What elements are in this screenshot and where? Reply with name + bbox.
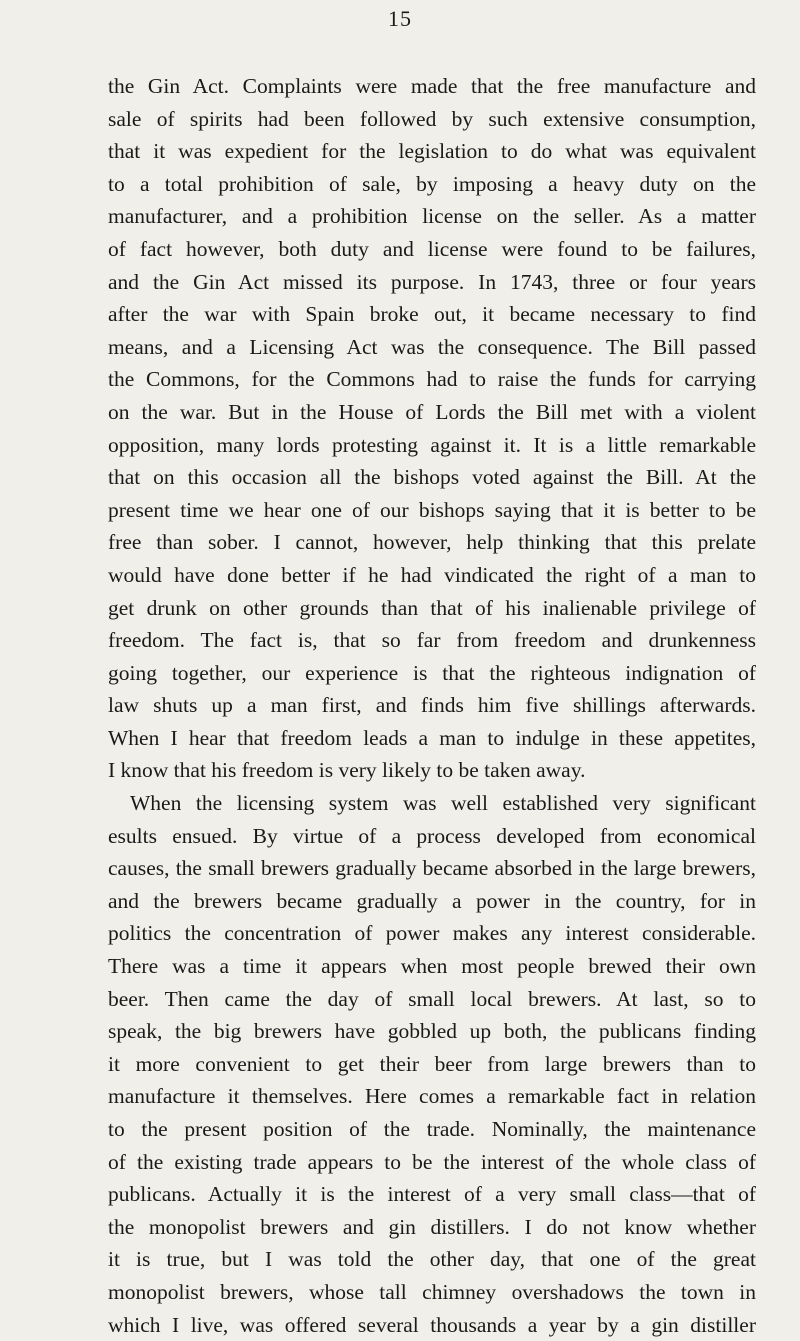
text-line: monopolist brewers, whose tall chimney overshadows the town in xyxy=(108,1279,756,1304)
text-line: There was a time it appears when most people brewed their own xyxy=(108,954,756,979)
text-line: sale of spirits had been followed by such extensive consumption, xyxy=(108,106,756,131)
text-line: I know that his freedom is very likely to be taken away. xyxy=(108,758,586,783)
text-line: When the licensing system was well established very significant xyxy=(130,791,756,816)
text-line: of the existing trade appears to be the interest of the whole class of xyxy=(108,1149,756,1174)
text-line: on the war. But in the House of Lords the Bill met with a violent xyxy=(108,399,756,424)
text-line: which I live, was offered several thousands a year by a gin distiller xyxy=(108,1312,756,1337)
text-line: the Gin Act. Complaints were made that the free manufacture and xyxy=(108,74,756,98)
text-line: that on this occasion all the bishops voted against the Bill. At the xyxy=(108,465,756,490)
text-line: to a total prohibition of sale, by imposing a heavy duty on the xyxy=(108,171,756,196)
text-line: When I hear that freedom leads a man to indulge in these appetites, xyxy=(108,725,756,750)
text-line: it is true, but I was told the other day, that one of the great xyxy=(108,1247,756,1272)
body-text xyxy=(108,70,756,1341)
text-line: esults ensued. By virtue of a process developed from economical xyxy=(108,823,756,848)
page-number: 15 xyxy=(388,6,412,31)
text-line: present time we hear one of our bishops saying that it is better to be xyxy=(108,497,756,522)
text-line: of fact however, both duty and license were found to be failures, xyxy=(108,236,756,261)
text-line: to the present position of the trade. Nominally, the maintenance xyxy=(108,1117,756,1141)
text-line: it more convenient to get their beer from large brewers than to xyxy=(108,1051,756,1076)
text-line: law shuts up a man first, and finds him five shillings afterwards. xyxy=(108,693,756,718)
text-line: politics the concentration of power makes any interest considerable. xyxy=(108,921,756,946)
text-line: going together, our experience is that the righteous indignation of xyxy=(108,660,756,685)
text-line: opposition, many lords protesting against it. It is a little remarkable xyxy=(108,432,756,457)
text-line: and the Gin Act missed its purpose. In 1743, three or four years xyxy=(108,269,756,294)
text-line: free than sober. I cannot, however, help thinking that this prelate xyxy=(108,530,756,555)
text-line: the Commons, for the Commons had to raise the funds for carrying xyxy=(108,367,756,392)
text-line: publicans. Actually it is the interest of a very small class—that of xyxy=(108,1182,756,1207)
text-line: get drunk on other grounds than that of his inalienable privilege of xyxy=(108,595,756,620)
text-line: means, and a Licensing Act was the consequence. The Bill passed xyxy=(108,334,756,359)
text-line: manufacturer, and a prohibition license on the seller. As a matter xyxy=(108,204,756,229)
text-line: and the brewers became gradually a power in the country, for in xyxy=(108,888,756,913)
text-line: manufacture it themselves. Here comes a remarkable fact in relation xyxy=(108,1084,756,1109)
text-line: the monopolist brewers and gin distillers. I do not know whether xyxy=(108,1214,756,1239)
text-line: would have done better if he had vindicated the right of a man to xyxy=(108,562,756,587)
text-line: after the war with Spain broke out, it became necessary to find xyxy=(108,302,756,327)
text-line: speak, the big brewers have gobbled up both, the publicans finding xyxy=(108,1019,756,1044)
text-line: causes, the small brewers gradually became absorbed in the large brewers, xyxy=(108,856,756,881)
text-line: freedom. The fact is, that so far from freedom and drunkenness xyxy=(108,628,756,653)
text-line: that it was expedient for the legislation to do what was equivalent xyxy=(108,139,756,164)
text-line: beer. Then came the day of small local brewers. At last, so to xyxy=(108,986,756,1011)
